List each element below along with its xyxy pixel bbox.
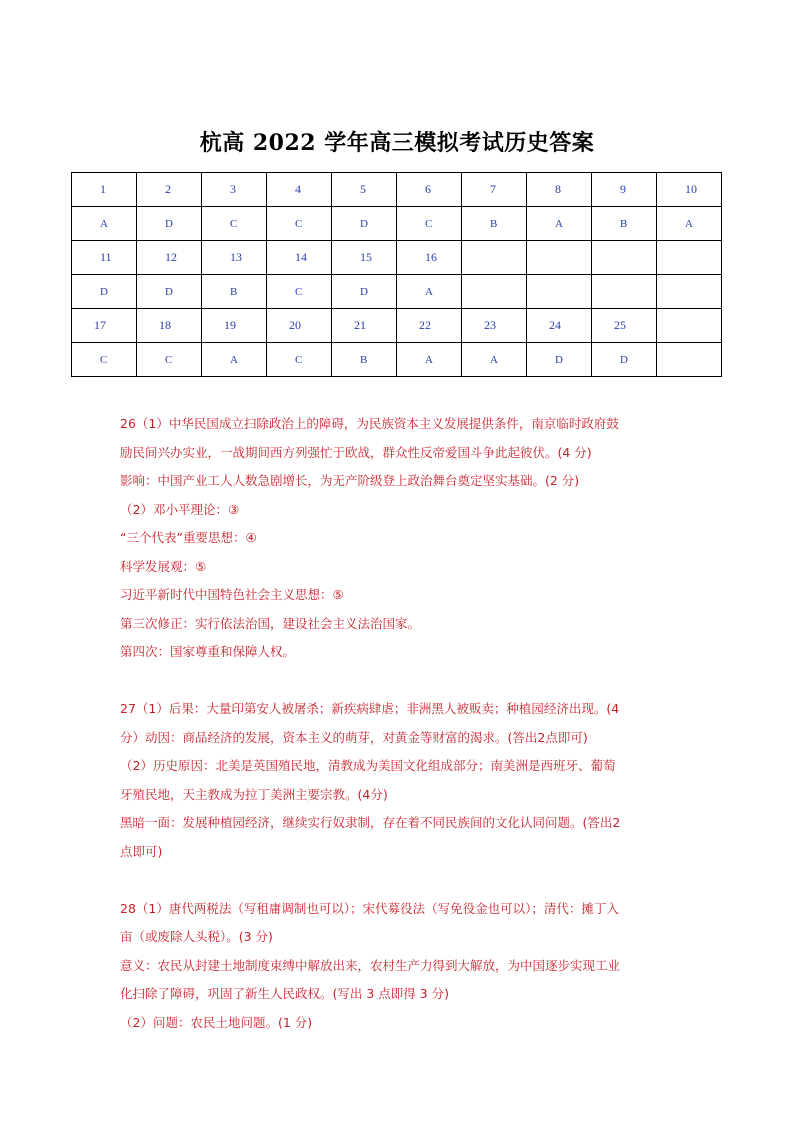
answer-line: 28（1）唐代两税法（写租庸调制也可以）；宋代募役法（写免役金也可以）；清代：摊丁入 [120,900,619,916]
question-number-cell [657,241,722,275]
question-number-cell: 8 [527,173,592,207]
answer-letter-cell [462,275,527,309]
question-number-cell: 9 [592,173,657,207]
answer-letter-cell: C [267,207,332,241]
question-number-cell: 5 [332,173,397,207]
question-number-row [72,173,722,207]
question-number-row [72,309,722,343]
answer-letter-cell [657,275,722,309]
question-number-cell [527,241,592,275]
answer-explanations [120,410,680,1037]
question-number-cell: 18 [137,309,202,343]
question-number-cell: 4 [267,173,332,207]
question-number-cell: 3 [202,173,267,207]
answer-letter-cell: B [202,275,267,309]
question-number-cell: 6 [397,173,462,207]
answer-letter-row [72,343,722,377]
question-number-cell: 17 [72,309,137,343]
spacer [120,866,680,895]
question-number-cell: 14 [267,241,332,275]
answer-letter-cell: D [137,275,202,309]
answer-line: 化扫除了障碍，巩固了新生人民政权。(写出 3 点即得 3 分) [120,986,450,1001]
question-number-cell [462,241,527,275]
question-number-cell: 1 [72,173,137,207]
answer-letter-cell: A [462,343,527,377]
answer-letter-cell: D [527,343,592,377]
answer-letter-row [72,207,722,241]
question-number-cell: 21 [332,309,397,343]
question-number-cell: 22 [397,309,462,343]
answer-line: 第四次：国家尊重和保障人权。 [120,644,296,659]
answer-line: 点即可) [120,843,163,859]
answer-line: 影响：中国产业工人人数急剧增长，为无产阶级登上政治舞台奠定坚实基础。(2 分) [120,473,580,488]
answer-line: 科学发展观：⑤ [120,558,207,574]
answer-letter-cell: D [592,343,657,377]
answer-letter-cell: A [397,343,462,377]
question-number-cell: 25 [592,309,657,343]
answer-letter-cell: B [332,343,397,377]
answer-letter-cell: C [202,207,267,241]
answer-letter-cell: A [397,275,462,309]
answer-line: 亩（或废除人头税）。(3 分) [120,929,273,944]
answer-line: 习近平新时代中国特色社会主义思想：⑤ [120,587,344,602]
answer-line: “三个代表”重要思想：④ [120,530,257,545]
question-number-cell: 20 [267,309,332,343]
answer-line: （2）邓小平理论：③ [120,501,240,517]
answer-line: 意义：农民从封建土地制度束缚中解放出来，农村生产力得到大解放，为中国逐步实现工业 [120,957,621,973]
answer-letter-cell: C [72,343,137,377]
question-number-cell: 19 [202,309,267,343]
answer-letter-cell: C [397,207,462,241]
answer-line: 黑暗一面：发展种植园经济，继续实行奴隶制，存在着不同民族间的文化认同问题。(答出2 [120,815,621,830]
question-number-cell: 15 [332,241,397,275]
answer-letter-cell: A [657,207,722,241]
answer-letter-cell: A [527,207,592,241]
question-number-cell: 11 [72,241,137,275]
answer-line: 26（1）中华民国成立扫除政治上的障碍，为民族资本主义发展提供条件，南京临时政府鼓 [120,416,619,431]
answer-letter-cell: C [137,343,202,377]
answer-line: 第三次修正：实行依法治国，建设社会主义法治国家。 [120,615,421,631]
q26-block [120,410,680,667]
answer-table [71,172,722,377]
answer-line: 牙殖民地，天主教成为拉丁美洲主要宗教。(4分) [120,786,388,802]
question-number-cell: 23 [462,309,527,343]
question-number-cell: 10 [657,173,722,207]
answer-letter-cell: C [267,275,332,309]
answer-letter-cell: D [332,275,397,309]
answer-letter-row [72,275,722,309]
answer-letter-cell: C [267,343,332,377]
answer-line: 励民间兴办实业，一战期间西方列强忙于欧战，群众性反帝爱国斗争此起彼伏。(4 分) [120,444,592,460]
answer-letter-cell: D [137,207,202,241]
answer-letter-cell [657,343,722,377]
question-number-row [72,241,722,275]
question-number-cell: 24 [527,309,592,343]
question-number-cell [592,241,657,275]
question-number-cell: 13 [202,241,267,275]
question-number-cell: 2 [137,173,202,207]
page-title: 杭高 2022 学年高三模拟考试历史答案 [199,130,595,156]
answer-letter-cell: B [462,207,527,241]
answer-letter-cell: B [592,207,657,241]
answer-letter-cell: A [202,343,267,377]
answer-letter-cell: D [332,207,397,241]
answer-letter-cell [592,275,657,309]
q27-block [120,695,680,866]
answer-letter-cell: A [72,207,137,241]
answer-line: （2）问题：农民土地问题。(1 分) [120,1014,313,1030]
question-number-cell: 16 [397,241,462,275]
answer-line: （2）历史原因：北美是英国殖民地，清教成为美国文化组成部分；南美洲是西班牙、葡萄 [120,758,616,773]
answer-line: 分）动因：商品经济的发展，资本主义的萌芽，对黄金等财富的渴求。(答出2点即可) [120,729,588,745]
question-number-cell: 12 [137,241,202,275]
answer-line: 27（1）后果：大量印第安人被屠杀；新疾病肆虐；非洲黑人被贩卖；种植园经济出现。(4 [120,701,620,716]
answer-letter-cell [527,275,592,309]
spacer [120,667,680,696]
question-number-cell: 7 [462,173,527,207]
question-number-cell [657,309,722,343]
answer-letter-cell: D [72,275,137,309]
q28-block [120,895,680,1038]
